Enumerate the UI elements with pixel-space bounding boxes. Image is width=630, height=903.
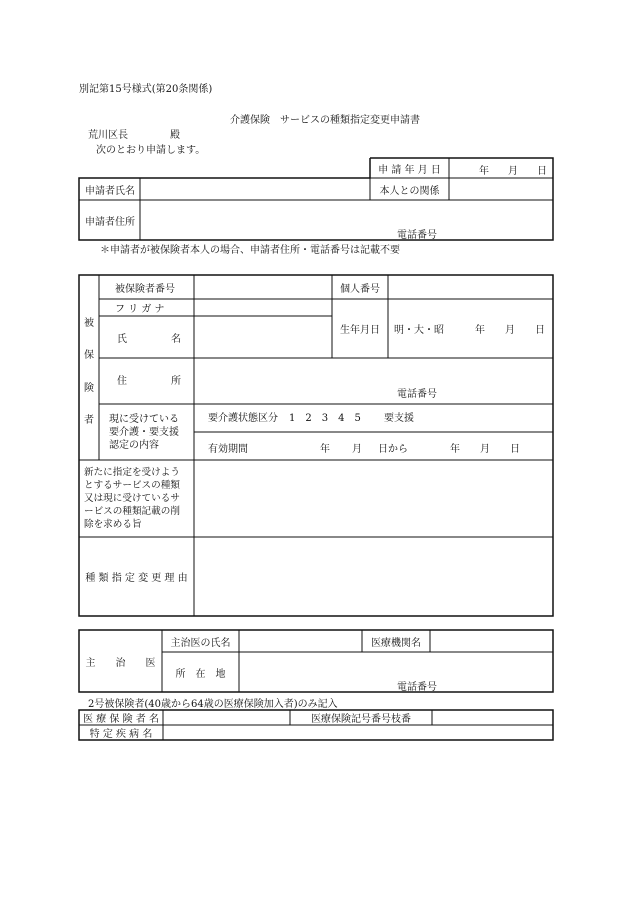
application-date-field[interactable] [449,158,553,178]
birth-day: 日 [535,325,545,336]
birth-date-label: 生年月日 [340,325,380,336]
support-label: 要支援 [384,413,414,424]
insured-name-field[interactable] [194,316,332,358]
application-date-day: 日 [537,166,547,177]
relation-label: 本人との関係 [379,185,440,197]
intro-text: 次のとおり申請します。 [96,145,206,156]
specified-disease-field[interactable] [163,725,553,740]
care-cert-label-line: 現に受けている [109,413,179,425]
applicant-name-field[interactable] [140,178,370,200]
service-change-label-line: ービスの種類記載の削 [84,506,180,517]
insurance-symbol-field[interactable] [432,710,553,725]
valid-to-year: 年 [450,444,460,455]
insured-side-char: 者 [84,415,94,427]
my-number-field[interactable] [388,275,553,299]
insured-number-label: 被保険者番号 [115,283,175,295]
insurance-symbol-label: 医療保険記号番号枝番 [311,714,411,725]
valid-from-month: 月 [352,444,362,455]
insured-name-label-char: 名 [171,334,181,345]
insured-address-label [99,358,194,404]
my-number-label: 個人番号 [340,283,380,295]
doctor-phone-label: 電話番号 [397,682,437,692]
service-change-label-line: 新たに指定を受けよう [84,467,180,478]
change-reason-field[interactable] [194,537,553,616]
form-number: 別記第15号様式(第20条関係) [79,84,213,95]
service-change-label-line: とするサービスの種類 [84,480,180,491]
applicant-address-field[interactable] [140,200,553,240]
relation-field[interactable] [449,178,553,200]
application-date-year: 年 [479,166,489,177]
insured-side-char: 険 [84,382,94,394]
application-date-label: 申 請 年 月 日 [378,164,441,176]
care-cert-label-line: 認定の内容 [109,439,159,451]
valid-period-field[interactable] [194,432,553,460]
insured-side-char: 保 [84,350,94,362]
furigana-label: フ リ ガ ナ [115,304,165,315]
change-reason-label: 種 類 指 定 変 更 理 由 [85,573,188,584]
medical-insurer-label: 医 療 保 険 者 名 [83,714,159,725]
specified-disease-label: 特 定 疾 病 名 [89,729,153,740]
insured-address-label-char: 所 [171,376,181,387]
insured-name-label [99,316,194,358]
birth-date-field[interactable] [388,299,553,358]
doctor-name-field[interactable] [239,630,362,652]
service-change-field[interactable] [194,460,553,537]
birth-month: 月 [505,325,515,336]
insured-side-char: 被 [84,317,94,329]
valid-period-label: 有効期間 [208,444,248,455]
addressee-honorific: 殿 [170,130,180,141]
applicant-note: ＊申請者が被保険者本人の場合、申請者住所・電話番号は記載不要 [100,245,400,256]
application-date-month: 月 [508,166,518,177]
secondary-insured-note: 2号被保険者(40歳から64歳の医療保険加入者)のみ記入 [88,699,338,710]
insured-address-field[interactable] [194,358,553,404]
care-level-label: 要介護状態区分 [208,413,278,424]
valid-to-day: 日 [510,444,520,455]
care-cert-label-line: 要介護・要支援 [109,426,179,438]
service-change-label [79,460,194,537]
era-options: 明・大・昭 [394,325,444,336]
valid-to-month: 月 [480,444,490,455]
medical-insurer-field[interactable] [163,710,290,725]
furigana-field[interactable] [194,299,332,316]
valid-from-year: 年 [320,444,330,455]
insured-side-label [79,305,99,435]
applicant-phone-label: 電話番号 [397,230,437,240]
service-change-label-line: 又は現に受けているサ [84,493,180,504]
doctor-location-label: 所 在 地 [175,668,226,680]
insured-phone-label: 電話番号 [397,389,437,400]
valid-from-day: 日から [378,444,408,455]
care-level-options: 1 2 3 4 5 [289,413,361,424]
birth-year: 年 [475,325,485,336]
applicant-address-label: 申請者住所 [85,216,135,228]
addressee: 荒川区長 [88,130,128,141]
institution-field[interactable] [430,630,553,652]
insured-name-label-char: 氏 [117,334,127,345]
doctor-side-label: 主 治 医 [85,657,156,669]
applicant-name-label: 申請者氏名 [85,185,135,197]
doctor-name-label: 主治医の氏名 [170,637,231,649]
care-level-field[interactable] [194,404,553,432]
service-change-label-line: 除を求める旨 [84,519,142,530]
form-title: 介護保険 サービスの種類指定変更申請書 [230,115,420,126]
doctor-location-field[interactable] [239,652,553,692]
care-cert-label [99,404,194,460]
institution-label: 医療機関名 [371,637,421,649]
insured-number-field[interactable] [194,275,332,299]
insured-address-label-char: 住 [117,376,127,387]
